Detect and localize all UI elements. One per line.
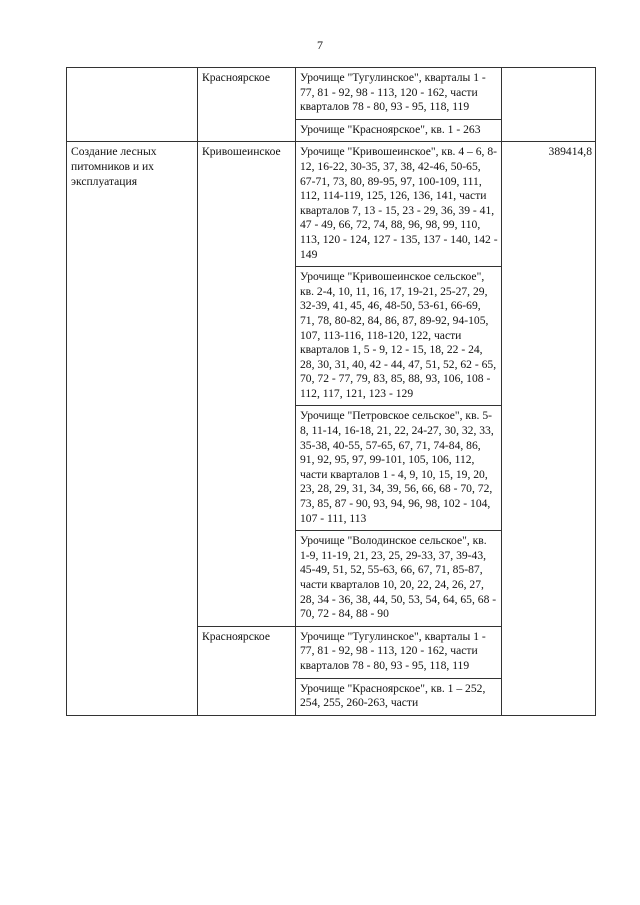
table-row — [67, 142, 596, 267]
forestry-cell: Кривошеинское — [198, 142, 296, 626]
tract-cell: Урочище "Тугулинское", кварталы 1 - 77, 81 - 92, 98 - 113, 120 - 162, части кварталов 78 - 80, 93 - 95, 118, 119 — [296, 68, 502, 120]
activity-cell: Создание лесных питомников и их эксплуатация — [67, 142, 198, 715]
forest-use-table — [66, 67, 596, 716]
tract-cell: Урочище "Кривошеинское", кв. 4 – 6, 8-12, 16-22, 30-35, 37, 38, 42-46, 50-65, 67-71, 73, 80, 89-95, 97, 100-109, 111, 112, 114-119, 125, 126, 136, 141, части кварталов 7, 13 - 15, 23 - 29, 36, 39 - 41, 47 - 49, 66, 72, 74, 88, 96, 98, 99, 110, 113, 120 - 124, 127 - 135, 137 - 140, 142 - 149 — [296, 142, 502, 267]
page-number: 7 — [317, 38, 323, 52]
activity-cell — [67, 68, 198, 142]
tract-cell: Урочище "Кривошеинское сельское", кв. 2-4, 10, 11, 16, 17, 19-21, 25-27, 29, 32-39, 41, 45, 46, 48-50, 53-61, 66-69, 71, 78, 80-82, 84, 86, 87, 89-92, 94-105, 107, 113-116, 118-120, 122, части кварталов 1, 5 - 9, 12 - 15, 18, 22 - 24, 28, 30, 31, 40, 42 - 44, 47, 51, 52, 62 - 65, 70, 72 - 77, 79, 83, 85, 88, 93, 106, 108 - 112, 117, 121, 123 - 129 — [296, 267, 502, 406]
tract-cell: Урочище "Красноярское", кв. 1 - 263 — [296, 119, 502, 142]
area-cell — [502, 68, 596, 142]
forestry-cell: Красноярское — [198, 626, 296, 715]
forestry-cell: Красноярское — [198, 68, 296, 142]
area-cell: 389414,8 — [502, 142, 596, 715]
tract-cell: Урочище "Петровское сельское", кв. 5-8, 11-14, 16-18, 21, 22, 24-27, 30, 32, 33, 35-38, 40-55, 57-65, 67, 71, 74-84, 86, 91, 92, 95, 97, 99-101, 105, 106, 112, части кварталов 1 - 4, 9, 10, 15, 19, 20, 23, 28, 29, 31, 34, 39, 56, 66, 68 - 70, 72, 73, 85, 87 - 90, 93, 94, 96, 98, 102 - 104, 107 - 111, 113 — [296, 406, 502, 531]
tract-cell: Урочище "Тугулинское", кварталы 1 - 77, 81 - 92, 98 - 113, 120 - 162, части кварталов 78 - 80, 93 - 95, 118, 119 — [296, 626, 502, 678]
table-row — [67, 68, 596, 120]
tract-cell: Урочище "Володинское сельское", кв. 1-9, 11-19, 21, 23, 25, 29-33, 37, 39-43, 45-49, 51, 52, 55-63, 66, 67, 71, 85-87, части кварталов 10, 20, 22, 24, 26, 27, 28, 34 - 36, 38, 44, 50, 53, 54, 64, 65, 68 - 70, 72 - 84, 88 - 90 — [296, 531, 502, 627]
tract-cell: Урочище "Красноярское", кв. 1 – 252, 254, 255, 260-263, части — [296, 678, 502, 715]
